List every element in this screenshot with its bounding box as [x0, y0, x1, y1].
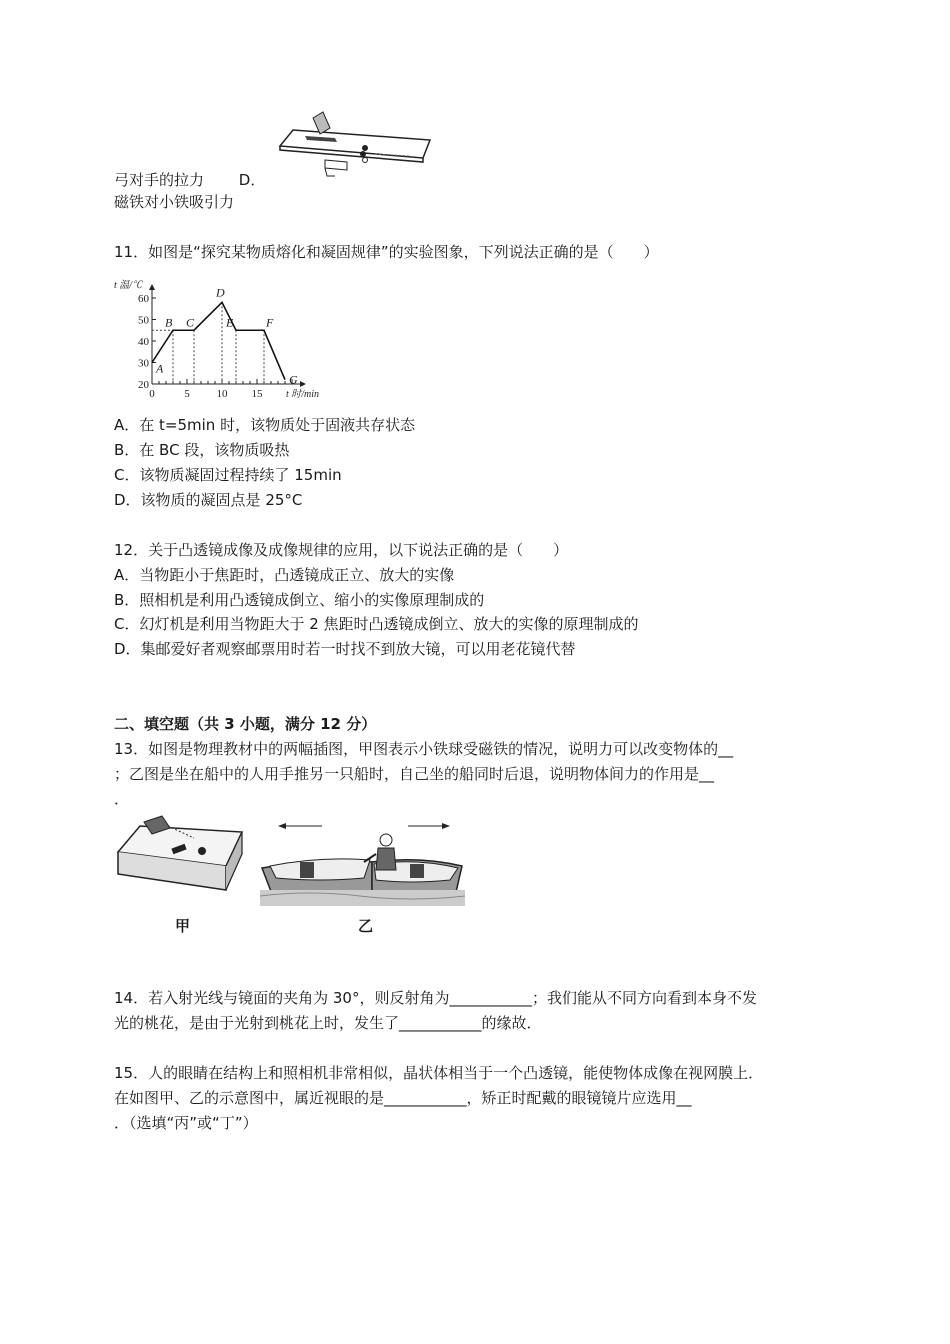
q11-stem: 11．如图是“探究某物质熔化和凝固规律”的实验图象，下列说法正确的是（ ） — [114, 243, 659, 261]
section2-title: 二、填空题（共 3 小题，满分 12 分） — [114, 715, 377, 733]
q11-option-a: A．在 t=5min 时，该物质处于固液共存状态 — [114, 416, 416, 434]
chart-point-label-b: B — [165, 315, 173, 330]
chart-point-label-d: D — [216, 285, 225, 300]
chart-point-label-g: G — [289, 372, 298, 387]
chart-y-tick-label: 60 — [138, 293, 149, 305]
q13-figure-jia — [114, 814, 244, 906]
chart-point-label-f: F — [266, 315, 274, 330]
chart-series-line — [152, 302, 285, 379]
q12-option-c: C．幻灯机是利用当物距大于 2 焦距时凸透镜成倒立、放大的实像的原理制成的 — [114, 615, 639, 633]
prev-option-d-label: D． — [238, 171, 266, 189]
q13-line2: ；乙图是坐在船中的人用手推另一只船时，自己坐的船同时后退，说明物体间力的作用是__ — [114, 765, 715, 783]
q15-line2: 在如图甲、乙的示意图中，属近视眼的是___________，矫正时配戴的眼镜镜片应选用__ — [114, 1089, 692, 1107]
chart-point-label-e: E — [226, 315, 234, 330]
q13-caption-yi: 乙 — [358, 917, 374, 935]
q15-line3: ．（选填“丙”或“丁”） — [114, 1114, 258, 1132]
chart-y-axis-label: t 温/℃ — [114, 280, 143, 291]
chart-x-tick-label: 15 — [251, 388, 263, 400]
q14-line2: 光的桃花，是由于光射到桃花上时，发生了___________的缘故． — [114, 1014, 542, 1032]
chart-x-tick-label: 5 — [184, 388, 190, 400]
q11-melting-chart — [112, 276, 327, 404]
q13-figure-yi — [260, 818, 465, 906]
q13-caption-jia: 甲 — [175, 917, 191, 935]
q13-line3: ． — [114, 790, 130, 808]
prev-option-d-text: 磁铁对小铁吸引力 — [114, 193, 235, 211]
chart-y-arrow — [149, 284, 155, 290]
q12-stem: 12．关于凸透镜成像及成像规律的应用，以下说法正确的是（ ） — [114, 541, 569, 559]
chart-x-tick-label: 10 — [216, 388, 228, 400]
chart-point-label-a: A — [156, 361, 164, 376]
chart-y-tick-label: 40 — [138, 336, 149, 348]
chart-x-tick-label: 0 — [149, 388, 155, 400]
chart-x-axis-label: t 时/min — [286, 389, 320, 400]
q15-line1: 15．人的眼睛在结构上和照相机非常相似，晶状体相当于一个凸透镜，能使物体成像在视网膜上． — [114, 1064, 764, 1082]
q11-option-b: B．在 BC 段，该物质吸热 — [114, 441, 290, 459]
chart-y-tick-label: 50 — [138, 314, 149, 327]
q12-option-a: A．当物距小于焦距时，凸透镜成正立、放大的实像 — [114, 566, 455, 584]
q12-option-b: B．照相机是利用凸透镜成倒立、缩小的实像原理制成的 — [114, 591, 485, 609]
prev-option-c-text: 弓对手的拉力 — [114, 171, 205, 189]
chart-x-arrow — [300, 381, 306, 387]
q14-line1: 14．若入射光线与镜面的夹角为 30°，则反射角为___________；我们能从不同方向看到本身不发 — [114, 989, 757, 1007]
chart-y-tick-label: 30 — [138, 357, 149, 370]
q13-line1: 13．如图是物理教材中的两幅插图，甲图表示小铁球受磁铁的情况，说明力可以改变物体的__ — [114, 740, 734, 758]
chart-y-tick-label: 20 — [138, 379, 149, 391]
option-d-prev-line — [114, 169, 265, 190]
chart-point-label-c: C — [186, 315, 195, 330]
magnet-board-figure — [275, 108, 435, 183]
q11-option-d: D．该物质的凝固点是 25°C — [114, 491, 303, 509]
q11-option-c: C．该物质凝固过程持续了 15min — [114, 466, 342, 484]
q12-option-d: D．集邮爱好者观察邮票用时若一时找不到放大镜，可以用老花镜代替 — [114, 640, 576, 658]
